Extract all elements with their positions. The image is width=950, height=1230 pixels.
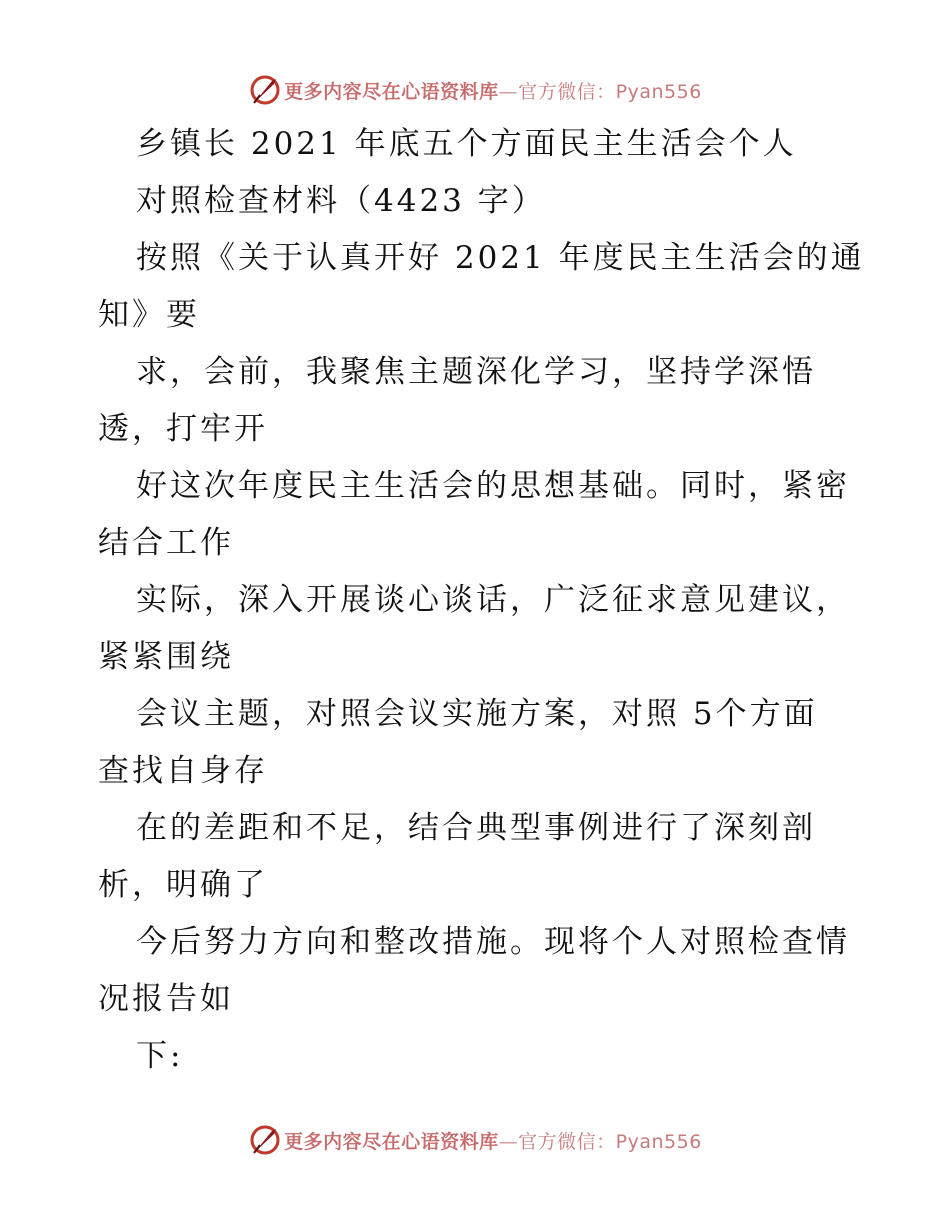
header-banner-text (284, 77, 702, 104)
quill-pen-logo-icon (248, 73, 282, 107)
quill-pen-logo-icon (248, 1123, 282, 1157)
body-text-line: 下: (136, 1038, 184, 1074)
header-site-name: 更多内容尽在心语资料库 (284, 80, 499, 103)
document-title-line-2: 对照检查材料（4423 字） (136, 183, 546, 219)
footer-separator: — (498, 1130, 519, 1153)
footer-contact: 官方微信：Pyan556 (518, 1130, 702, 1153)
body-text-line: 实际，深入开展谈心谈话，广泛征求意见建议， (136, 582, 850, 618)
header-contact: 官方微信：Pyan556 (518, 80, 702, 103)
header-separator: — (498, 80, 519, 103)
body-text-line: 知》要 (98, 297, 200, 333)
header-banner (0, 70, 950, 110)
body-text-line: 求，会前，我聚焦主题深化学习，坚持学深悟 (136, 354, 816, 390)
document-title-line-1: 乡镇长 2021 年底五个方面民主生活会个人 (136, 126, 797, 162)
body-text-line: 会议主题，对照会议实施方案，对照 5个方面 (136, 696, 818, 732)
footer-banner (0, 1120, 950, 1160)
body-text-line: 况报告如 (98, 981, 234, 1017)
footer-banner-text (284, 1127, 702, 1154)
body-text-line: 在的差距和不足，结合典型事例进行了深刻剖 (136, 810, 816, 846)
body-text-line: 查找自身存 (98, 753, 268, 789)
body-text-line: 好这次年度民主生活会的思想基础。同时，紧密 (136, 468, 850, 504)
footer-site-name: 更多内容尽在心语资料库 (284, 1130, 499, 1153)
body-text-line: 紧紧围绕 (98, 639, 234, 675)
body-text-line: 透，打牢开 (98, 411, 268, 447)
body-text-line: 析，明确了 (98, 867, 268, 903)
body-text-line: 今后努力方向和整改措施。现将个人对照检查情 (136, 924, 850, 960)
document-paragraph (98, 230, 865, 1085)
body-text-line: 结合工作 (98, 525, 234, 561)
document-body (98, 116, 865, 1085)
body-text-line: 按照《关于认真开好 2021 年度民主生活会的通 (136, 240, 865, 276)
